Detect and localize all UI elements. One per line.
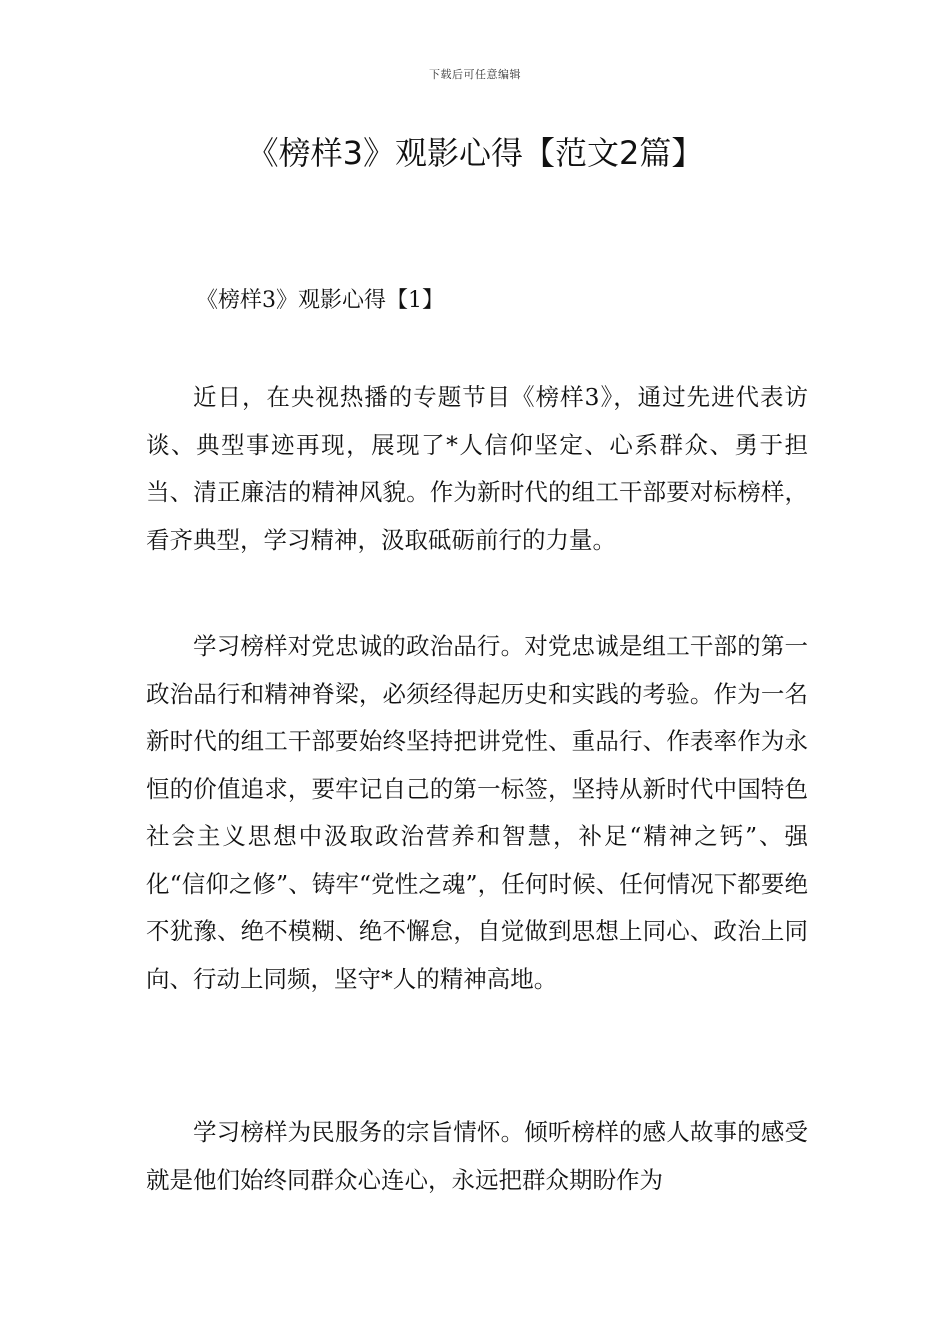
document-title: 《榜样3》观影心得【范文2篇】: [246, 134, 704, 172]
header-note: 下载后可任意编辑: [429, 68, 521, 81]
paragraph: 学习榜样为民服务的宗旨情怀。倾听榜样的感人故事的感受就是他们始终同群众心连心，永远把群众期盼作为: [146, 1118, 808, 1194]
paragraph: 近日，在央视热播的专题节目《榜样3》，通过先进代表访谈、典型事迹再现，展现了*人信仰坚定、心系群众、勇于担当、清正廉洁的精神风貌。作为新时代的组工干部要对标榜样，看齐典型，学习精神，汲取砥砺前行的力量。: [146, 383, 808, 554]
paragraph: 学习榜样对党忠诚的政治品行。对党忠诚是组工干部的第一政治品行和精神脊梁，必须经得起历史和实践的考验。作为一名新时代的组工干部要始终坚持把讲党性、重品行、作表率作为永恒的价值追求，要牢记自己的第一标签，坚持从新时代中国特色社会主义思想中汲取政治营养和智慧，补足“精神之钙”、强化“信仰之修”、铸牢“党性之魂”，任何时候、任何情况下都要绝不犹豫、绝不模糊、绝不懈怠，自觉做到思想上同心、政治上同向、行动上同频，坚守*人的精神高地。: [146, 632, 808, 993]
section-heading: 《榜样3》观影心得【1】: [196, 288, 444, 313]
